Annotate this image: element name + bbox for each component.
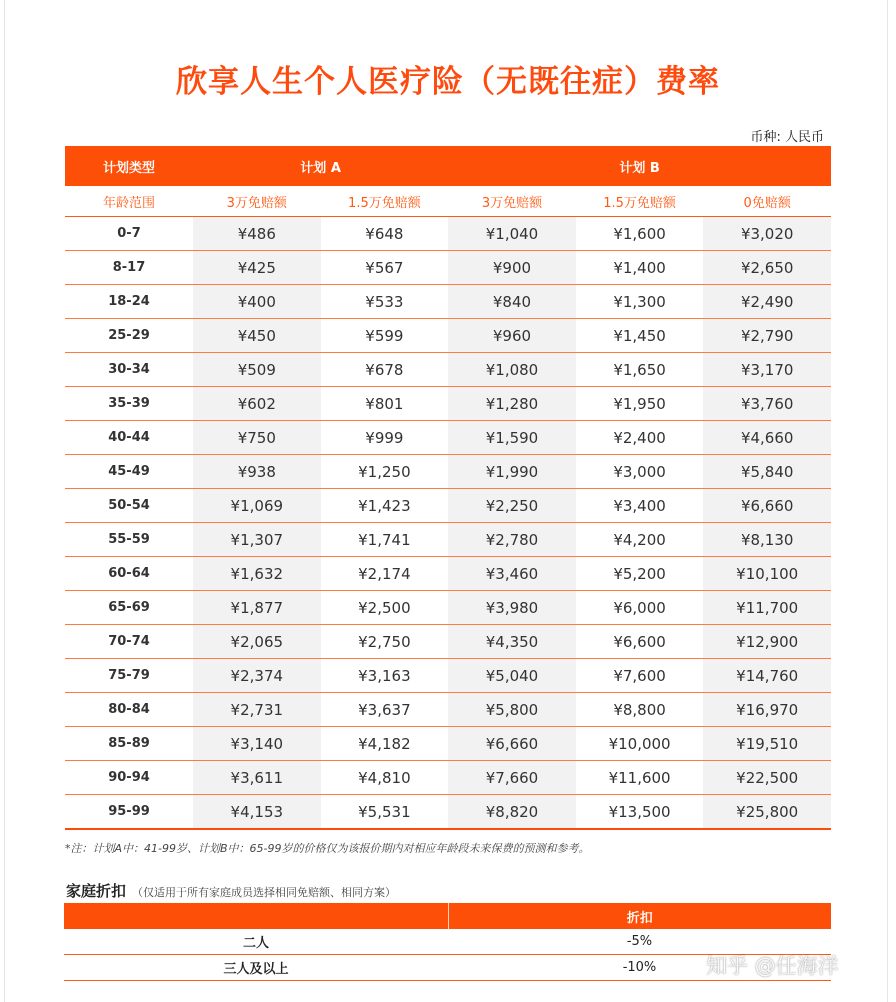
- plan-b-30k-cell: ¥4,350: [448, 625, 576, 659]
- plan-a-header: 计划 A: [193, 146, 448, 186]
- table-row: [65, 625, 831, 659]
- plan-b-30k-cell: ¥900: [448, 251, 576, 285]
- plan-b-15k-cell: ¥8,800: [576, 693, 704, 727]
- age-range-cell: 65-69: [65, 591, 193, 625]
- table-row: [65, 353, 831, 387]
- plan-b-0-cell: ¥5,840: [703, 455, 831, 489]
- plan-b-30k-cell: ¥840: [448, 285, 576, 319]
- plan-a-30k-cell: ¥750: [193, 421, 321, 455]
- plan-b-15k-cell: ¥6,000: [576, 591, 704, 625]
- plan-a-15k-cell: ¥1,741: [321, 523, 449, 557]
- plan-a-30k-cell: ¥1,069: [193, 489, 321, 523]
- plan-b-30k-cell: ¥6,660: [448, 727, 576, 761]
- plan-a-15k-cell: ¥567: [321, 251, 449, 285]
- plan-b-30k-cell: ¥2,250: [448, 489, 576, 523]
- table-row: [65, 251, 831, 285]
- plan-b-0-cell: ¥8,130: [703, 523, 831, 557]
- plan-b-30k-cell: ¥8,820: [448, 795, 576, 830]
- age-range-cell: 30-34: [65, 353, 193, 387]
- age-range-cell: 35-39: [65, 387, 193, 421]
- plan-b-0-cell: ¥3,170: [703, 353, 831, 387]
- age-range-cell: 55-59: [65, 523, 193, 557]
- plan-a-15k-cell: ¥2,750: [321, 625, 449, 659]
- plan-a-30k-cell: ¥1,877: [193, 591, 321, 625]
- plan-a-30k-cell: ¥602: [193, 387, 321, 421]
- plan-b-30k-cell: ¥1,990: [448, 455, 576, 489]
- table-row: [65, 761, 831, 795]
- plan-b-30k-cell: ¥1,280: [448, 387, 576, 421]
- table-row: [65, 285, 831, 319]
- plan-b-0-cell: ¥3,020: [703, 217, 831, 251]
- plan-a-15k-cell: ¥678: [321, 353, 449, 387]
- age-range-cell: 95-99: [65, 795, 193, 830]
- plan-b-0-cell: ¥14,760: [703, 659, 831, 693]
- table-row: [65, 727, 831, 761]
- plan-a-30k-cell: ¥3,140: [193, 727, 321, 761]
- age-range-cell: 25-29: [65, 319, 193, 353]
- table-row: [65, 217, 831, 251]
- plan-a-30k-cell: ¥509: [193, 353, 321, 387]
- plan-b-0-cell: ¥2,650: [703, 251, 831, 285]
- plan-a-30k-cell: ¥2,374: [193, 659, 321, 693]
- plan-b-0-cell: ¥3,760: [703, 387, 831, 421]
- age-range-cell: 8-17: [65, 251, 193, 285]
- plan-a-15k-cell: ¥4,182: [321, 727, 449, 761]
- plan-b-30k-cell: ¥5,800: [448, 693, 576, 727]
- table-row: [65, 659, 831, 693]
- plan-b-30k-cell: ¥3,980: [448, 591, 576, 625]
- discount-label: 三人及以上: [64, 955, 448, 981]
- age-range-cell: 18-24: [65, 285, 193, 319]
- table-row: [65, 693, 831, 727]
- plan-a-15k-cell: ¥999: [321, 421, 449, 455]
- age-range-cell: 0-7: [65, 217, 193, 251]
- plan-b-0-cell: ¥2,490: [703, 285, 831, 319]
- plan-a-30k-cell: ¥2,731: [193, 693, 321, 727]
- plan-a-15k-cell: ¥3,637: [321, 693, 449, 727]
- plan-a-15k-cell: ¥648: [321, 217, 449, 251]
- age-range-cell: 90-94: [65, 761, 193, 795]
- plan-b-30k-cell: ¥1,590: [448, 421, 576, 455]
- plan-b-15k-cell: ¥1,400: [576, 251, 704, 285]
- plan-b-0-cell: ¥22,500: [703, 761, 831, 795]
- plan-b-15k-cell: ¥1,650: [576, 353, 704, 387]
- plan-b-15k-cell: ¥6,600: [576, 625, 704, 659]
- age-range-cell: 80-84: [65, 693, 193, 727]
- plan-a-15k-cell: ¥2,500: [321, 591, 449, 625]
- age-range-cell: 45-49: [65, 455, 193, 489]
- plan-a-30k-cell: ¥938: [193, 455, 321, 489]
- currency-label: 币种: 人民币: [750, 130, 824, 145]
- discount-header-row: [64, 903, 831, 929]
- table-row: [65, 387, 831, 421]
- plan-b-0-cell: ¥6,660: [703, 489, 831, 523]
- plan-a-30k-cell: ¥4,153: [193, 795, 321, 830]
- plan-b-0-cell: ¥16,970: [703, 693, 831, 727]
- plan-b-30k-cell: ¥2,780: [448, 523, 576, 557]
- age-range-cell: 60-64: [65, 557, 193, 591]
- plan-b-0-cell: ¥12,900: [703, 625, 831, 659]
- subheader-b-0: 0免赔额: [703, 186, 831, 217]
- plan-a-30k-cell: ¥1,632: [193, 557, 321, 591]
- plan-b-15k-cell: ¥7,600: [576, 659, 704, 693]
- plan-b-0-cell: ¥11,700: [703, 591, 831, 625]
- plan-a-30k-cell: ¥450: [193, 319, 321, 353]
- subheader-b-15k: 1.5万免赔额: [576, 186, 704, 217]
- watermark: 知乎 @任海洋: [706, 954, 839, 978]
- footnote: *注：计划A中：41-99岁、计划B中：65-99岁的价格仅为该报价期内对相应年龄段未来保费的预测和参考。: [65, 842, 590, 855]
- family-discount-heading: [66, 880, 396, 901]
- plan-a-15k-cell: ¥801: [321, 387, 449, 421]
- family-discount-subtitle: （仅适用于所有家庭成员选择相同免赔额、相同方案）: [132, 886, 397, 899]
- plan-b-15k-cell: ¥10,000: [576, 727, 704, 761]
- plan-b-15k-cell: ¥5,200: [576, 557, 704, 591]
- plan-a-15k-cell: ¥599: [321, 319, 449, 353]
- table-header-row: [65, 146, 831, 186]
- discount-header: 折扣: [448, 903, 831, 929]
- age-range-cell: 40-44: [65, 421, 193, 455]
- table-row: [65, 421, 831, 455]
- rate-table-body: [65, 217, 831, 830]
- discount-value: -10%: [448, 955, 831, 981]
- plan-b-15k-cell: ¥11,600: [576, 761, 704, 795]
- rate-table: [65, 146, 831, 830]
- plan-a-15k-cell: ¥3,163: [321, 659, 449, 693]
- plan-b-30k-cell: ¥3,460: [448, 557, 576, 591]
- plan-b-30k-cell: ¥5,040: [448, 659, 576, 693]
- family-discount-title: 家庭折扣: [66, 882, 127, 900]
- plan-b-0-cell: ¥19,510: [703, 727, 831, 761]
- table-row: [65, 489, 831, 523]
- discount-header-blank: [64, 903, 448, 929]
- table-row: [65, 591, 831, 625]
- plan-b-15k-cell: ¥1,950: [576, 387, 704, 421]
- table-subheader-row: [65, 186, 831, 217]
- plan-a-15k-cell: ¥533: [321, 285, 449, 319]
- plan-b-15k-cell: ¥1,450: [576, 319, 704, 353]
- table-row: [65, 455, 831, 489]
- plan-b-0-cell: ¥4,660: [703, 421, 831, 455]
- plan-b-0-cell: ¥2,790: [703, 319, 831, 353]
- subheader-a-30k: 3万免赔额: [193, 186, 321, 217]
- plan-a-30k-cell: ¥400: [193, 285, 321, 319]
- plan-b-0-cell: ¥25,800: [703, 795, 831, 830]
- plan-b-15k-cell: ¥1,600: [576, 217, 704, 251]
- plan-type-header: 计划类型: [65, 146, 193, 186]
- plan-a-30k-cell: ¥2,065: [193, 625, 321, 659]
- plan-b-15k-cell: ¥3,400: [576, 489, 704, 523]
- plan-b-15k-cell: ¥3,000: [576, 455, 704, 489]
- plan-a-15k-cell: ¥2,174: [321, 557, 449, 591]
- plan-b-30k-cell: ¥1,080: [448, 353, 576, 387]
- plan-a-30k-cell: ¥1,307: [193, 523, 321, 557]
- table-row: [65, 557, 831, 591]
- subheader-b-30k: 3万免赔额: [448, 186, 576, 217]
- plan-b-30k-cell: ¥7,660: [448, 761, 576, 795]
- plan-b-15k-cell: ¥1,300: [576, 285, 704, 319]
- plan-b-0-cell: ¥10,100: [703, 557, 831, 591]
- age-range-cell: 70-74: [65, 625, 193, 659]
- age-range-cell: 85-89: [65, 727, 193, 761]
- table-row: [65, 795, 831, 830]
- plan-a-30k-cell: ¥425: [193, 251, 321, 285]
- plan-a-30k-cell: ¥3,611: [193, 761, 321, 795]
- age-range-cell: 50-54: [65, 489, 193, 523]
- plan-b-30k-cell: ¥1,040: [448, 217, 576, 251]
- table-row: [65, 523, 831, 557]
- plan-a-15k-cell: ¥4,810: [321, 761, 449, 795]
- subheader-a-15k: 1.5万免赔额: [321, 186, 449, 217]
- plan-a-15k-cell: ¥5,531: [321, 795, 449, 830]
- plan-b-header: 计划 B: [448, 146, 831, 186]
- discount-value: -5%: [448, 929, 831, 955]
- table-row: [65, 319, 831, 353]
- plan-a-15k-cell: ¥1,423: [321, 489, 449, 523]
- page-title: 欣享人生个人医疗险（无既往症）费率: [176, 64, 720, 100]
- subheader-age-range: 年龄范围: [65, 186, 193, 217]
- plan-a-30k-cell: ¥486: [193, 217, 321, 251]
- plan-b-15k-cell: ¥2,400: [576, 421, 704, 455]
- plan-a-15k-cell: ¥1,250: [321, 455, 449, 489]
- plan-b-15k-cell: ¥13,500: [576, 795, 704, 830]
- plan-b-15k-cell: ¥4,200: [576, 523, 704, 557]
- plan-b-30k-cell: ¥960: [448, 319, 576, 353]
- age-range-cell: 75-79: [65, 659, 193, 693]
- discount-label: 二人: [64, 929, 448, 955]
